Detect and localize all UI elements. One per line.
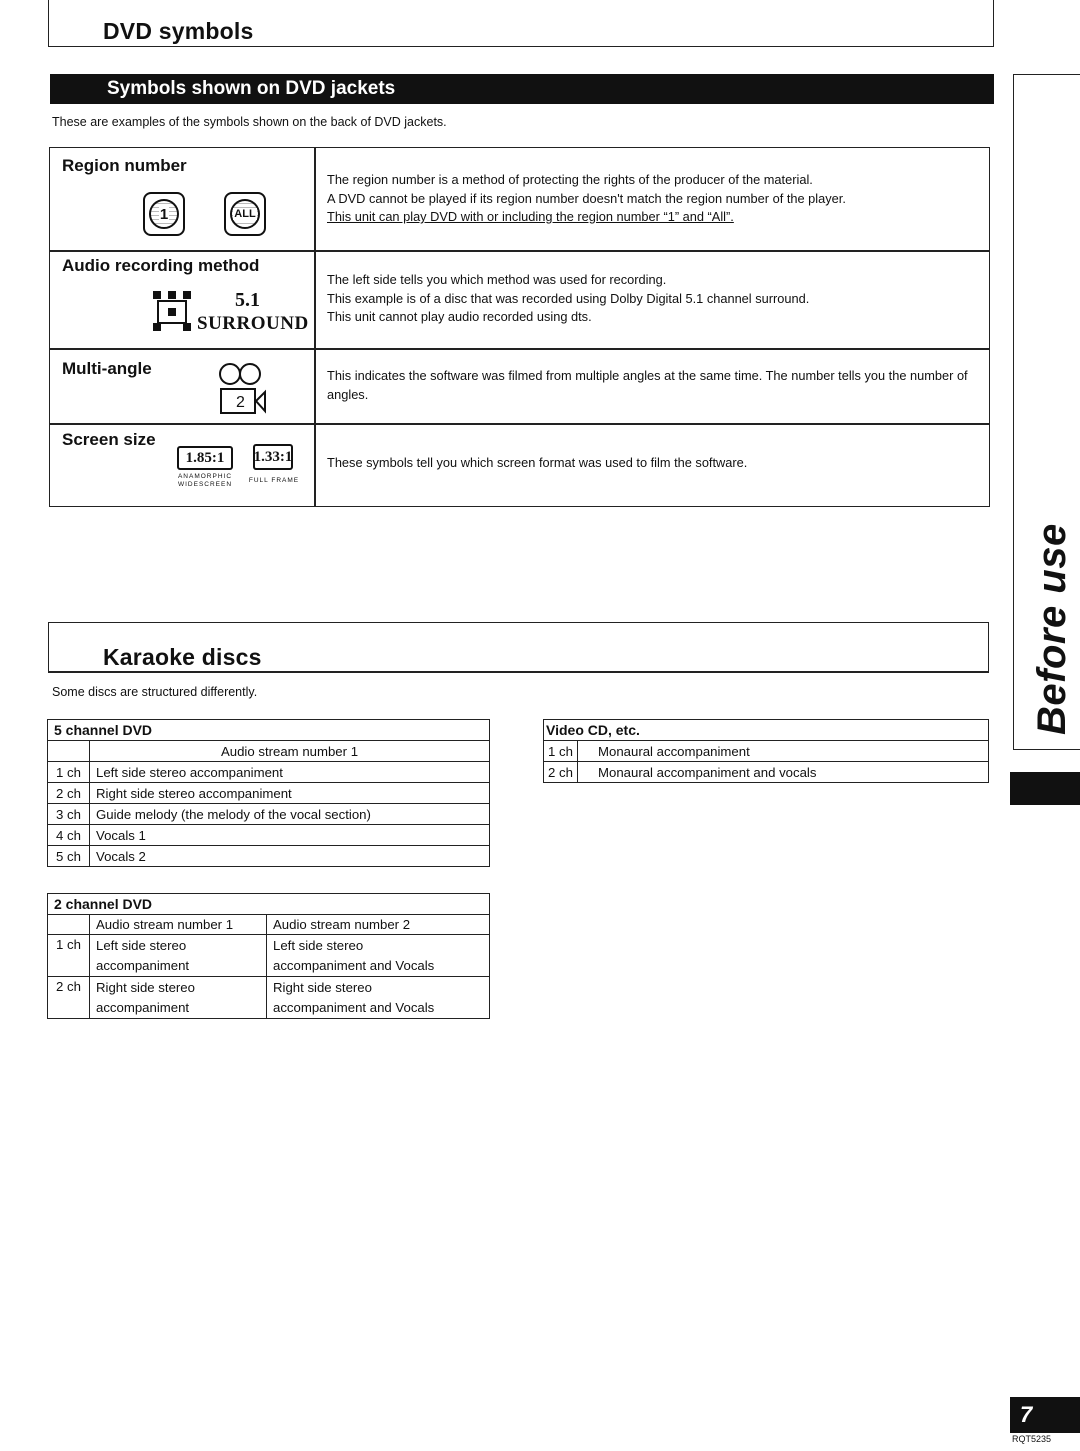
cell-line: accompaniment and Vocals [273, 958, 435, 973]
table-row [48, 846, 490, 867]
region-all-label: ALL [234, 208, 256, 220]
desc-line: The left side tells you which method was used for recording. [327, 272, 667, 287]
description-cell: Vocals 2 [90, 846, 490, 867]
ratio-fullframe-icon: 1.33:1 [253, 444, 293, 470]
two-channel-header: 2 channel DVD [48, 894, 490, 915]
channel-cell: 1 ch [544, 741, 578, 762]
cell-line: accompaniment and Vocals [273, 1000, 435, 1015]
channel-cell: 1 ch [48, 935, 90, 977]
stream-1-cell [90, 977, 267, 1019]
angle-count-label: 2 [236, 394, 245, 411]
channel-cell: 4 ch [48, 825, 90, 846]
channel-cell: 2 ch [48, 783, 90, 804]
region-1-icon [143, 192, 185, 236]
stream-1-cell [90, 935, 267, 977]
screen-size-description [327, 454, 982, 473]
region-number-heading: Region number [62, 156, 187, 175]
description-cell: Monaural accompaniment and vocals [578, 762, 989, 783]
description-cell: Guide melody (the melody of the vocal section) [90, 804, 490, 825]
table-row [48, 825, 490, 846]
region-all-icon [224, 192, 266, 236]
ratio-widescreen-icon: 1.85:1 [177, 446, 233, 470]
stream-2-header: Audio stream number 2 [267, 915, 490, 935]
desc-line: This unit can play DVD with or including the region number “1” and “All”. [327, 209, 734, 224]
document-code: RQT5235 [1012, 1434, 1052, 1444]
dolby-digital-icon [152, 290, 192, 332]
five-channel-table [47, 719, 490, 867]
desc-line: This example is of a disc that was recorded using Dolby Digital 5.1 channel surround. [327, 290, 810, 306]
karaoke-intro: Some discs are structured differently. [52, 685, 258, 699]
cell-line: accompaniment [96, 958, 190, 973]
multi-angle-heading: Multi-angle [62, 359, 152, 378]
symbols-bar-heading: Symbols shown on DVD jackets [50, 74, 994, 104]
screen-size-heading: Screen size [62, 430, 156, 449]
region-number-description [327, 171, 982, 227]
stream-1-header: Audio stream number 1 [90, 915, 267, 935]
anamorphic-caption [170, 473, 240, 489]
row-divider [49, 250, 990, 252]
stream-2-cell [267, 977, 490, 1019]
cell-line: Left side stereo [273, 938, 364, 953]
two-channel-table [47, 893, 490, 1019]
surround-channel-label: 5.1 [235, 289, 260, 311]
cell-line: accompaniment [96, 1000, 190, 1015]
symbols-intro: These are examples of the symbols shown on the back of DVD jackets. [52, 115, 447, 129]
row-divider [49, 423, 990, 425]
cell-line: Right side stereo [273, 980, 372, 995]
table-row [48, 935, 490, 977]
desc-line: These symbols tell you which screen format was used to film the software. [327, 455, 748, 470]
side-tab-label: Before use [1030, 523, 1074, 735]
side-tab-marker [1010, 772, 1080, 805]
stream-header: Audio stream number 1 [90, 741, 490, 762]
channel-cell: 5 ch [48, 846, 90, 867]
audio-recording-heading: Audio recording method [62, 256, 260, 275]
video-cd-table [543, 719, 989, 783]
stream-2-cell [267, 935, 490, 977]
table-row [48, 762, 490, 783]
table-row [48, 804, 490, 825]
description-cell: Right side stereo accompaniment [90, 783, 490, 804]
page-number: 7 [1010, 1397, 1080, 1433]
caption-line: WIDESCREEN [177, 481, 233, 488]
row-divider [49, 348, 990, 350]
five-channel-header: 5 channel DVD [48, 720, 490, 741]
description-cell: Monaural accompaniment [578, 741, 989, 762]
cell-line: Right side stereo [96, 980, 195, 995]
channel-cell: 2 ch [544, 762, 578, 783]
section-title-dvd-symbols: DVD symbols [103, 18, 254, 44]
symbols-table-divider [314, 147, 316, 507]
empty-cell [48, 915, 90, 935]
karaoke-frame-bottom [48, 671, 989, 673]
empty-cell [48, 741, 90, 762]
caption-line: ANAMORPHIC [177, 473, 233, 480]
fullframe-caption: FULL FRAME [248, 477, 300, 484]
table-row [48, 783, 490, 804]
channel-cell: 3 ch [48, 804, 90, 825]
audio-recording-description [327, 271, 982, 327]
desc-line: The region number is a method of protecting the rights of the producer of the material. [327, 172, 813, 187]
cell-line: Left side stereo [96, 938, 187, 953]
surround-word-label: SURROUND [197, 313, 309, 334]
description-cell: Vocals 1 [90, 825, 490, 846]
table-row [48, 977, 490, 1019]
table-row [544, 762, 989, 783]
desc-line: A DVD cannot be played if its region number doesn't match the region number of the player. [327, 190, 846, 206]
description-cell: Left side stereo accompaniment [90, 762, 490, 783]
section-title-karaoke: Karaoke discs [103, 644, 262, 670]
multi-angle-description [327, 367, 982, 404]
channel-cell: 2 ch [48, 977, 90, 1019]
table-row [544, 741, 989, 762]
region-1-label: 1 [159, 205, 169, 223]
desc-line: This indicates the software was filmed from multiple angles at the same time. The number tells you the number of angles. [327, 368, 968, 402]
channel-cell: 1 ch [48, 762, 90, 783]
desc-line: This unit cannot play audio recorded using dts. [327, 309, 592, 324]
video-cd-header: Video CD, etc. [544, 720, 989, 741]
